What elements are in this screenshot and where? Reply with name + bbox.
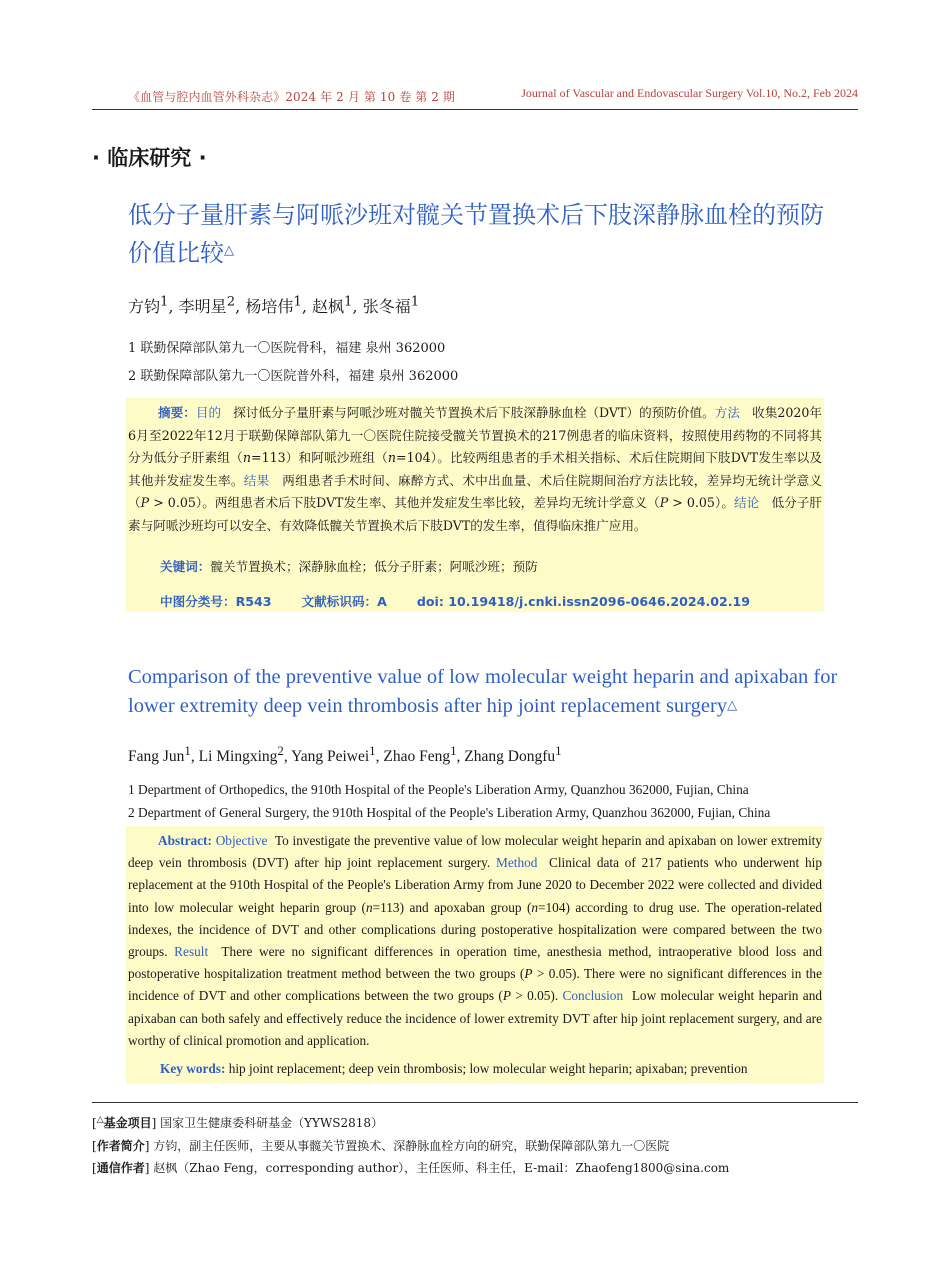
footnote-rule [92,1102,858,1103]
author: 赵枫$^1$, [312,294,363,316]
objective-label-cn: 目的 [195,405,222,420]
author: Li Mingxing$^2$, [198,743,292,766]
affiliation-2-en: 2 Department of General Surgery, the 910th Hospital of the People's Liberation Army, Quanzhou 362000, Fujian, China [128,805,771,820]
conclusion-en: Low molecular weight heparin and apixaban can both safely and effectively reduce the incidence of lower extremity DVT after hip joint replacement surgery, and are worthy of clinical promotion and application. [128,988,823,1048]
abstract-cn: 摘要：目的 探讨低分子量肝素与阿哌沙班对髋关节置换术后下肢深静脉血栓（DVT）的预防价值。方法 收集2020年6月至2022年12月于联勤保障部队第九一〇医院住院接受髋关节置换术的217例患者的临床资料，按照使用药物的不同将其分为低分子肝素组（n=113）和阿哌沙班组（n=104）。比较两组患者的手术相关指标、术后住院期间下肢DVT发生率以及其他并发症发生率。结果 两组患者手术时间、麻醉方式、术中出血量、术后住院期间治疗方法比较，差异均无统计学意义（P > 0.05）。两组患者术后下肢DVT发生率、其他并发症发生率比较，差异均无统计学意义（P > 0.05）。结论 低分子肝素与阿哌沙班均可以安全、有效降低髋关节置换术后下肢DVT的发生率，值得临床推广应用。 [128,405,823,533]
objective-label-en: Objective [215,833,268,848]
author: 杨培伟$^1$, [245,294,313,316]
section-label: · 临床研究 · [92,146,207,170]
title-cn-fund-mark: △ [224,243,234,258]
title-en-text: Comparison of the preventive value of low molecular weight heparin and apixaban for lower extremity deep vein thrombosis after hip joint replacement surgery [128,666,838,717]
author: 张冬福$^1$ [362,294,420,316]
affiliation-1-en: 1 Department of Orthopedics, the 910th Hospital of the People's Liberation Army, Quanzhou 362000, Fujian, China [128,782,749,797]
result-label-en: Result [174,944,209,960]
affiliation-2-cn: 2 联勤保障部队第九一〇医院普外科，福建 泉州 362000 [128,369,459,384]
conclusion-cn: 低分子肝素与阿哌沙班均可以安全、有效降低髋关节置换术后下肢DVT的发生率，值得临床推广应用。 [128,495,823,533]
conclusion-label-en: Conclusion [562,988,624,1004]
footnote-funding: [△基金项目] 国家卫生健康委科研基金（YYWS2818） [92,1115,384,1130]
keywords-en [160,1061,748,1077]
journal-header-cn: 《血管与腔内血管外科杂志》2024 年 2 月 第 10 卷 第 2 期 [128,90,456,104]
author: Yang Peiwei$^1$, [291,743,384,766]
author: 方钧$^1$, [128,294,179,316]
header-rule [92,109,858,110]
author: 李明星$^2$, [178,294,246,316]
footnote-corresponding: [通信作者] 赵枫（Zhao Feng，corresponding author），主任医师、科主任，E-mail：Zhaofeng1800@sina.com [92,1161,730,1175]
affiliation-1-cn: 1 联勤保障部队第九一〇医院骨科，福建 泉州 362000 [128,341,446,356]
title-cn-text: 低分子量肝素与阿哌沙班对髋关节置换术后下肢深静脉血栓的预防价值比较 [128,201,824,267]
abstract-label-en: Abstract: [158,833,212,848]
author: Zhang Dongfu$^1$ [464,743,562,766]
author: Fang Jun$^1$, [128,743,199,766]
conclusion-label-cn: 结论 [733,495,760,511]
journal-header-en: Journal of Vascular and Endovascular Surgery Vol.10, No.2, Feb 2024 [521,86,858,100]
class-value: R543 [235,594,272,609]
article-title-cn [128,196,828,272]
keywords-label-en: Key words: [160,1061,226,1076]
footnote-author-bio: [作者简介] 方钧，副主任医师，主要从事髋关节置换术、深静脉血栓方向的研究，联勤保障部队第九一〇医院 [92,1139,670,1153]
title-en-fund-mark: △ [727,697,738,712]
keywords-value-cn: 髋关节置换术；深静脉血栓；低分子肝素；阿哌沙班；预防 [210,559,538,574]
keywords-value-en: hip joint replacement; deep vein thrombosis; low molecular weight heparin; apixaban; prevention [228,1061,748,1076]
abstract-en: Abstract: Objective To investigate the preventive value of low molecular weight heparin and apixaban on lower extremity deep vein thrombosis (DVT) after hip joint replacement surgery. Method Clinical data of 217 patients who underwent hip replacement at the 910th Hospital of the People's Liberation Army from June 2020 to December 2022 were collected and divided into low molecular weight heparin group (n=113) and apoxaban group (n=104) according to drug use. The operation-related indexes, the incidence of DVT and other complications during postoperative hospitalization were compared between the two groups. Result There were no significant differences in operation time, anesthesia method, intraoperative blood loss and postoperative hospitalization treatment method between the two groups (P > 0.05). There were no significant differences in the incidence of DVT and other complications between the two groups (P > 0.05). Conclusion Low molecular weight heparin and apixaban can both safely and effectively reduce the incidence of lower extremity DVT after hip joint replacement surgery, and are worthy of clinical promotion and application. [128,833,823,1048]
abstract-label-cn: 摘要： [158,405,196,420]
article-title-en [128,663,848,721]
keywords-cn [160,556,538,575]
method-label-cn: 方法 [714,405,741,420]
classification-line: 中图分类号：R543 文献标识码：A doi: 10.19418/j.cnki.issn2096-0646.2024.02.19 [160,594,751,609]
objective-cn: 探讨低分子量肝素与阿哌沙班对髋关节置换术后下肢深静脉血栓（DVT）的预防价值。 [233,405,715,420]
author: Zhao Feng$^1$, [383,743,465,766]
objective-en: To investigate the preventive value of low molecular weight heparin and apixaban on lower extremity deep vein thrombosis (DVT) after hip joint replacement surgery. [128,833,823,871]
method-label-en: Method [496,855,538,871]
authors-en [128,743,562,766]
doi-value: 10.19418/j.cnki.issn2096-0646.2024.02.19 [448,594,751,609]
result-label-cn: 结果 [243,472,270,488]
doc-code: A [377,594,387,609]
authors-cn [128,294,419,317]
keywords-label-cn: 关键词： [160,559,211,574]
